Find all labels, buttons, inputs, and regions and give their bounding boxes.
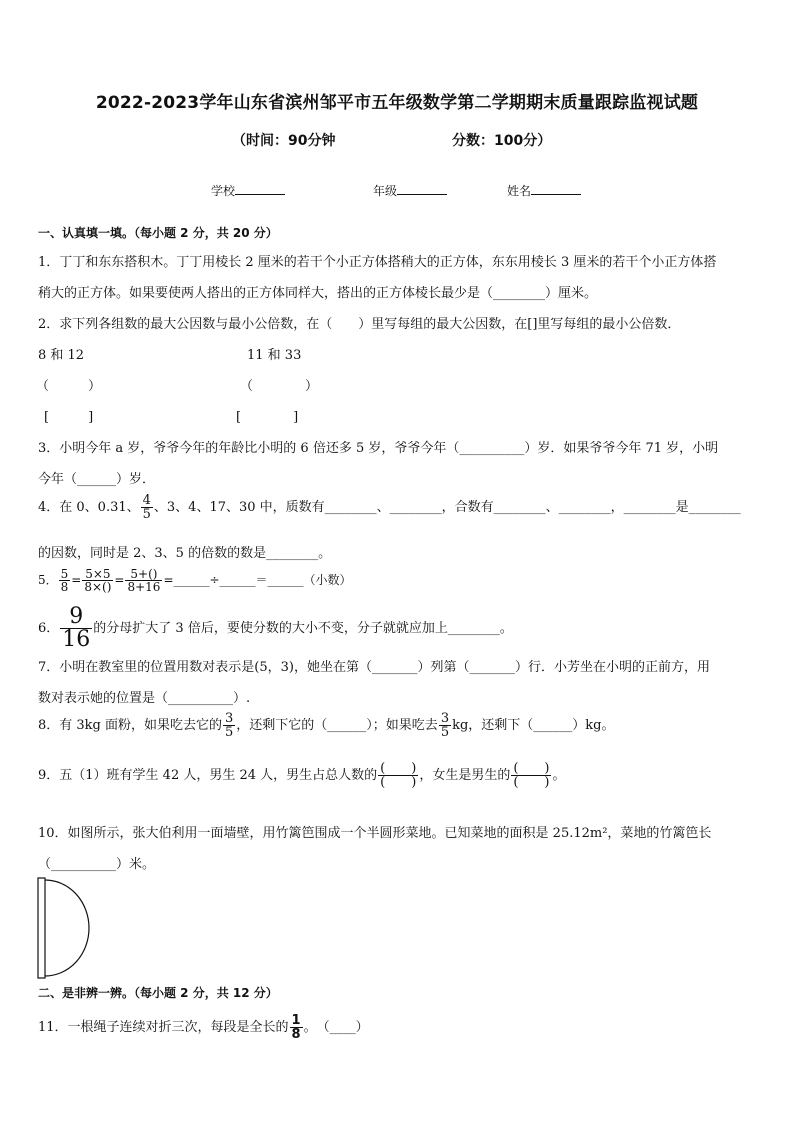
q5-frac1-den: 8 [60, 580, 69, 594]
q5-frac2 [82, 568, 113, 593]
q4-line1 [38, 494, 741, 521]
q5-line: 5． $\frac{5}{8}$ = $\frac{5\times 5}{8\times()}$ = $\frac{5+()}{8+16}$ =______÷______＝______（小数） [38, 567, 352, 594]
name-label: 姓名 [507, 184, 532, 198]
q1-line1: 1．丁丁和东东搭积木。丁丁用棱长 2 厘米的若干个小正方体搭稍大的正方体，东东用棱长 3 厘米的若干个小正方体搭 [38, 255, 717, 270]
q6-fraction [60, 606, 92, 651]
q4-frac-den: 5 [142, 507, 151, 522]
q9-frac1 [378, 762, 418, 789]
q2-line1: 2．求下列各组数的最大公因数与最小公倍数，在（ ）里写每组的最大公因数，在[]里写每组的最小公倍数． [38, 317, 681, 332]
q8-frac2 [439, 712, 451, 739]
q2-bracket2: [ ] [236, 410, 299, 425]
school-blank[interactable] [235, 182, 285, 195]
q2-pair1: 8 和 12 [38, 348, 85, 363]
q8-frac1-num: 3 [225, 711, 234, 726]
q6-line [38, 606, 513, 651]
q11-text: 11．一根绳子连续对折三次，每段是全长的 [38, 1020, 289, 1035]
fence-arc [45, 880, 89, 976]
q9-frac2 [511, 762, 551, 789]
q5-frac2-den: 8×() [84, 580, 112, 594]
q2-paren1: （ ） [36, 379, 102, 394]
q9-line [38, 762, 566, 789]
q11-fraction [290, 1014, 303, 1041]
q4-pre: 4．在 0、0.31、 [38, 500, 140, 515]
q3-line2: 今年（______）岁． [38, 472, 156, 487]
semicircle-garden-figure [36, 874, 96, 982]
q8-part3: kg，还剩下（______）kg。 [452, 718, 615, 733]
exam-time: （时间：90分钟 [232, 133, 336, 149]
grade-field [373, 182, 447, 199]
q11-frac-num: 1 [291, 1013, 301, 1028]
q10-line1: 10．如图所示，张大伯利用一面墙壁，用竹篱笆围成一个半圆形菜地。已知菜地的面积是 25.12m²，菜地的竹篱笆长 [38, 826, 712, 841]
q2-paren2: （ ） [240, 379, 319, 394]
q9-frac2-num: ( ) [513, 761, 550, 776]
q6-number: 6． [38, 621, 60, 636]
exam-score: 分数：100分） [452, 133, 552, 149]
q8-frac1 [223, 712, 235, 739]
q11-frac-den: 8 [291, 1027, 301, 1042]
q6-frac-den: 16 [62, 627, 91, 652]
q8-part1: 8．有 3kg 面粉，如果吃去它的 [38, 718, 223, 733]
q9-part1: 9．五（1）班有学生 42 人，男生 24 人，男生占总人数的 [38, 768, 378, 783]
name-field [507, 182, 581, 199]
q4-fraction [141, 494, 153, 521]
q4-frac-num: 4 [142, 493, 151, 508]
q2-pair2: 11 和 33 [247, 348, 302, 363]
q1-line2: 稍大的正方体。如果要使两人搭出的正方体同样大，搭出的正方体棱长最少是（________）厘米。 [38, 286, 598, 301]
q2-bracket1: [ ] [44, 410, 94, 425]
q9-part3: 。 [552, 768, 566, 783]
q5-rest: =______÷______＝______（小数） [163, 573, 352, 587]
q7-line2: 数对表示她的位置是（__________）. [38, 691, 251, 706]
q5-number: 5． [38, 573, 58, 587]
q3-line1: 3．小明今年 a 岁，爷爷今年的年龄比小明的 6 倍还多 5 岁，爷爷今年（__________）岁．如果爷爷今年 71 岁，小明 [38, 441, 719, 456]
name-blank[interactable] [531, 182, 581, 195]
school-label: 学校 [211, 184, 236, 198]
section-1-title: 一、认真填一填。（每小题 2 分，共 20 分） [38, 226, 278, 240]
q5-frac1-num: 5 [60, 567, 69, 581]
q4-line2: 的因数，同时是 2、3、5 的倍数的数是________。 [38, 546, 332, 561]
q7-line1: 7．小明在教室里的位置用数对表示是(5，3)，她坐在第（_______）列第（_______）行．小芳坐在小明的正前方，用 [38, 660, 710, 675]
school-field [211, 182, 285, 199]
q5-frac3-den: 8+16 [127, 580, 161, 594]
q8-frac1-den: 5 [225, 725, 234, 740]
q6-text: 的分母扩大了 3 倍后，要使分数的大小不变，分子就就应加上________。 [93, 621, 513, 636]
q5-frac3 [125, 568, 162, 593]
q8-frac2-den: 5 [440, 725, 450, 740]
wall-icon [38, 878, 45, 978]
q9-frac1-num: ( ) [380, 761, 417, 776]
q5-frac3-num: 5+() [130, 567, 158, 581]
q4-post: 、3、4、17、30 中，质数有________、________，合数有________、________，________是________ [153, 500, 741, 515]
q11-line [38, 1014, 369, 1041]
q9-frac2-den: ( ) [513, 775, 550, 790]
section-2-title: 二、是非辨一辨。（每小题 2 分，共 12 分） [38, 986, 278, 1000]
q5-frac2-num: 5×5 [85, 567, 111, 581]
page-title: 2022-2023学年山东省滨州邹平市五年级数学第二学期期末质量跟踪监视试题 [95, 93, 699, 113]
q6-frac-num: 9 [69, 604, 84, 629]
q10-line2: （__________）米。 [38, 857, 156, 872]
q8-frac2-num: 3 [440, 711, 450, 726]
q5-frac1 [59, 568, 71, 593]
grade-label: 年级 [373, 184, 398, 198]
q8-line [38, 712, 615, 739]
grade-blank[interactable] [397, 182, 447, 195]
q9-frac1-den: ( ) [380, 775, 417, 790]
q11-tail: 。 （____） [303, 1020, 369, 1035]
q9-part2: ，女生是男生的 [419, 768, 511, 783]
q8-part2: ，还剩下它的（______）；如果吃去 [236, 718, 438, 733]
